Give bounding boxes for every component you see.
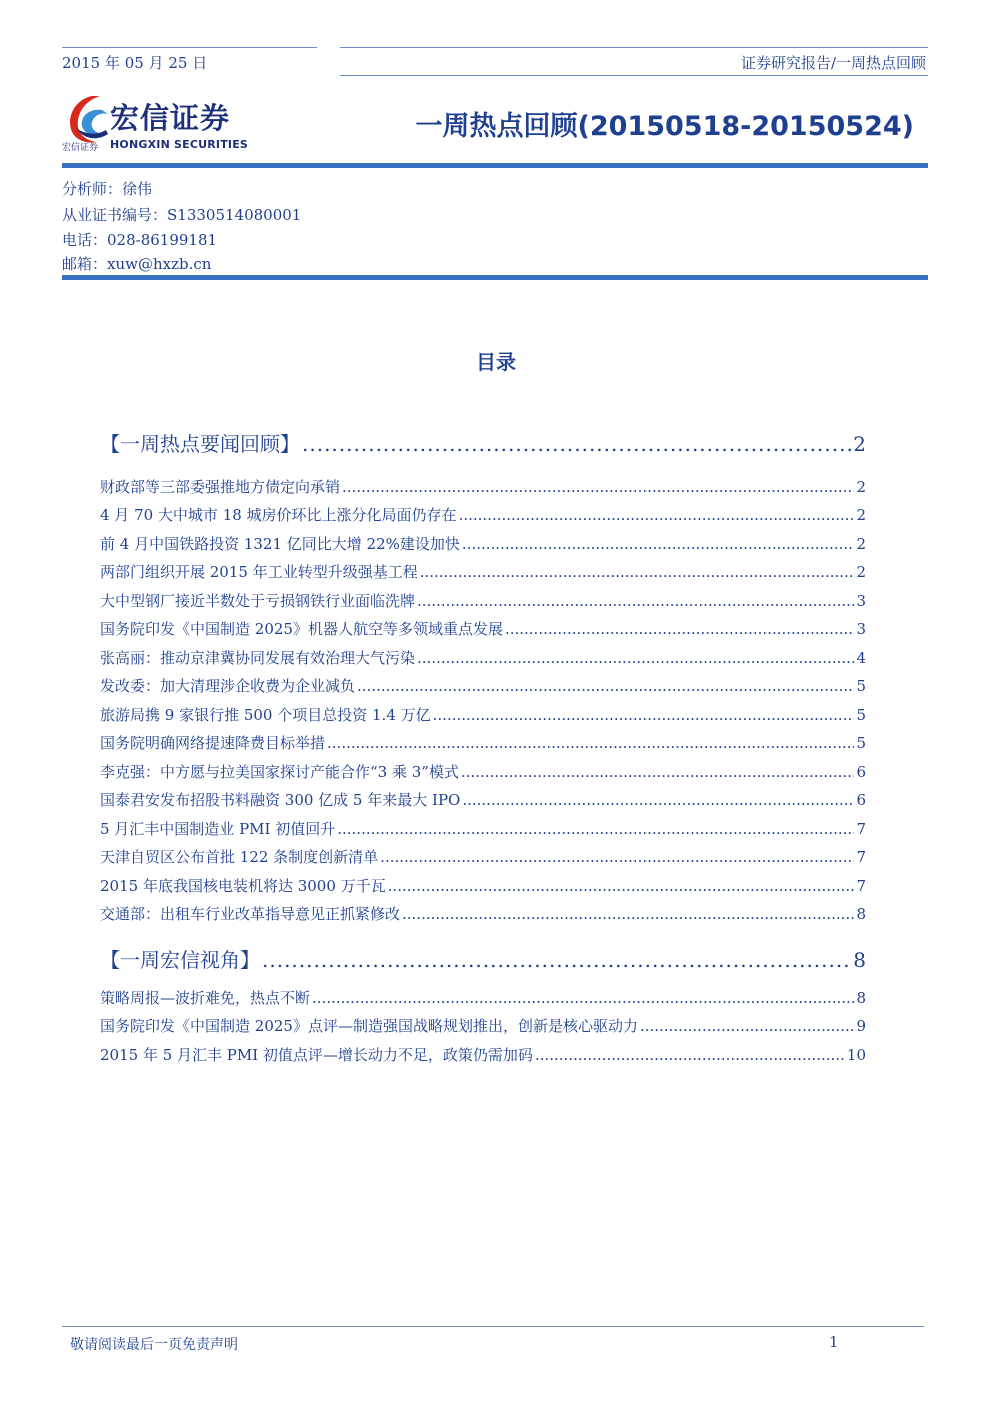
toc-page-number: 9 [856,1017,866,1035]
toc-entry-title: 国务院印发《中国制造 2025》机器人航空等多领域重点发展 [100,620,503,638]
toc-entry[interactable] [100,846,866,867]
toc-entry[interactable] [100,647,866,668]
toc-entry[interactable] [100,590,866,611]
toc-leader-dots [388,877,855,895]
toc-entry-title: 发改委：加大清理涉企收费为企业减负 [100,677,356,695]
toc-page-number: 8 [853,948,866,972]
toc-entry-title: 旅游局携 9 家银行推 500 个项目总投资 1.4 万亿 [100,706,431,724]
toc-page-number: 7 [856,820,866,838]
toc-entry[interactable] [100,732,866,753]
toc-section-title: 【一周宏信视角】 [100,948,260,972]
analyst-name: 分析师：徐伟 [62,180,153,198]
toc-page-number: 3 [856,592,866,610]
toc-leader-dots [420,563,855,581]
toc-entry[interactable] [100,704,866,725]
logo-wordmark-en: HONGXIN SECURITIES [110,138,249,151]
toc-entry-title: 4 月 70 大中城市 18 城房价环比上涨分化局面仍存在 [100,506,457,524]
toc-leader-dots [262,948,851,972]
header-rule-left [62,47,317,48]
toc-page-number: 5 [856,706,866,724]
toc-entry[interactable] [100,1044,866,1065]
toc-entry[interactable] [100,675,866,696]
toc-entry-title: 策略周报—波折难免，热点不断 [100,989,311,1007]
toc-page-number: 5 [856,677,866,695]
toc-page-number: 7 [856,877,866,895]
toc-page-number: 8 [856,905,866,923]
blue-band-top [62,163,928,168]
toc-entry-title: 国务院明确网络提速降费目标举措 [100,734,326,752]
toc-section-title: 【一周热点要闻回顾】 [100,432,300,456]
toc-section-news[interactable] [100,428,866,457]
toc-page-number: 6 [856,791,866,809]
toc-page-number: 10 [846,1046,866,1064]
toc-entry-title: 大中型钢厂接近半数处于亏损钢铁行业面临洗牌 [100,592,416,610]
toc-entry-title: 两部门组织开展 2015 年工业转型升级强基工程 [100,563,418,581]
report-category: 证券研究报告/一周热点回顾 [740,54,926,72]
toc-entry[interactable] [100,875,866,896]
toc-entry[interactable] [100,1015,866,1036]
toc-leader-dots [357,677,854,695]
toc-page-number: 2 [856,478,866,496]
toc-leader-dots [302,432,851,456]
analyst-email: 邮箱：xuw@hxzb.cn [62,255,212,273]
blue-band-bottom [62,275,928,280]
toc-leader-dots [342,478,854,496]
report-date: 2015 年 05 月 25 日 [62,54,208,72]
toc-entry-title: 张高丽：推动京津冀协同发展有效治理大气污染 [100,649,416,667]
report-title: 一周热点回顾(20150518-20150524) [415,111,914,142]
toc-leader-dots [402,905,854,923]
toc-page-number: 5 [856,734,866,752]
analyst-cert-number: 从业证书编号：S1330514080001 [62,206,302,224]
toc-entry[interactable] [100,533,866,554]
toc-leader-dots [462,791,854,809]
toc-page-number: 2 [856,506,866,524]
toc-entry[interactable] [100,818,866,839]
toc-entry[interactable] [100,504,866,525]
toc-leader-dots [417,649,854,667]
toc-entry-title: 前 4 月中国铁路投资 1321 亿同比大增 22%建设加快 [100,535,460,553]
logo-wordmark-cn: 宏信证券 [110,101,231,135]
toc-entry[interactable] [100,476,866,497]
toc-entry-title: 天津自贸区公布首批 122 条制度创新清单 [100,848,379,866]
header-rule-right-lower [340,75,928,76]
toc-section-perspective[interactable] [100,944,866,973]
toc-entry-title: 国务院印发《中国制造 2025》点评—制造强国战略规划推出，创新是核心驱动力 [100,1017,638,1035]
toc-leader-dots [640,1017,855,1035]
header-rule-right [340,47,928,48]
toc-leader-dots [461,763,854,781]
toc-heading: 目录 [476,350,516,374]
toc-entry-title: 5 月汇丰中国制造业 PMI 初值回升 [100,820,336,838]
toc-entry[interactable] [100,761,866,782]
toc-leader-dots [417,592,854,610]
toc-entry[interactable] [100,789,866,810]
toc-entry[interactable] [100,618,866,639]
toc-entry-title: 李克强：中方愿与拉美国家探讨产能合作“3 乘 3”模式 [100,763,459,781]
toc-entry[interactable] [100,561,866,582]
footer-rule [62,1326,924,1327]
toc-page-number: 7 [856,848,866,866]
analyst-phone: 电话：028-86199181 [62,231,218,249]
toc-leader-dots [462,535,855,553]
toc-leader-dots [505,620,855,638]
toc-page-number: 2 [856,563,866,581]
toc-entry-title: 财政部等三部委强推地方债定向承销 [100,478,341,496]
toc-page-number: 2 [853,432,866,456]
toc-leader-dots [433,706,855,724]
toc-leader-dots [337,820,854,838]
toc-leader-dots [380,848,854,866]
toc-entry-title: 交通部：出租车行业改革指导意见正抓紧修改 [100,905,401,923]
toc-entry-title: 2015 年 5 月汇丰 PMI 初值点评—增长动力不足，政策仍需加码 [100,1046,533,1064]
toc-page-number: 4 [856,649,866,667]
toc-leader-dots [327,734,854,752]
toc-page-number: 8 [856,989,866,1007]
toc-page-number: 2 [856,535,866,553]
toc-leader-dots [459,506,855,524]
toc-page-number: 3 [856,620,866,638]
toc-leader-dots [535,1046,845,1064]
toc-entry-title: 2015 年底我国核电装机将达 3000 万千瓦 [100,877,386,895]
toc-leader-dots [312,989,854,1007]
toc-entry-title: 国泰君安发布招股书料融资 300 亿成 5 年来最大 IPO [100,791,461,809]
toc-entry[interactable] [100,987,866,1008]
footer-disclaimer: 敬请阅读最后一页免责声明 [70,1337,238,1353]
toc-entry[interactable] [100,903,866,924]
toc-page-number: 6 [856,763,866,781]
footer-page-number: 1 [829,1333,839,1351]
logo-wordmark-small-cn: 宏信证券 [62,143,99,153]
